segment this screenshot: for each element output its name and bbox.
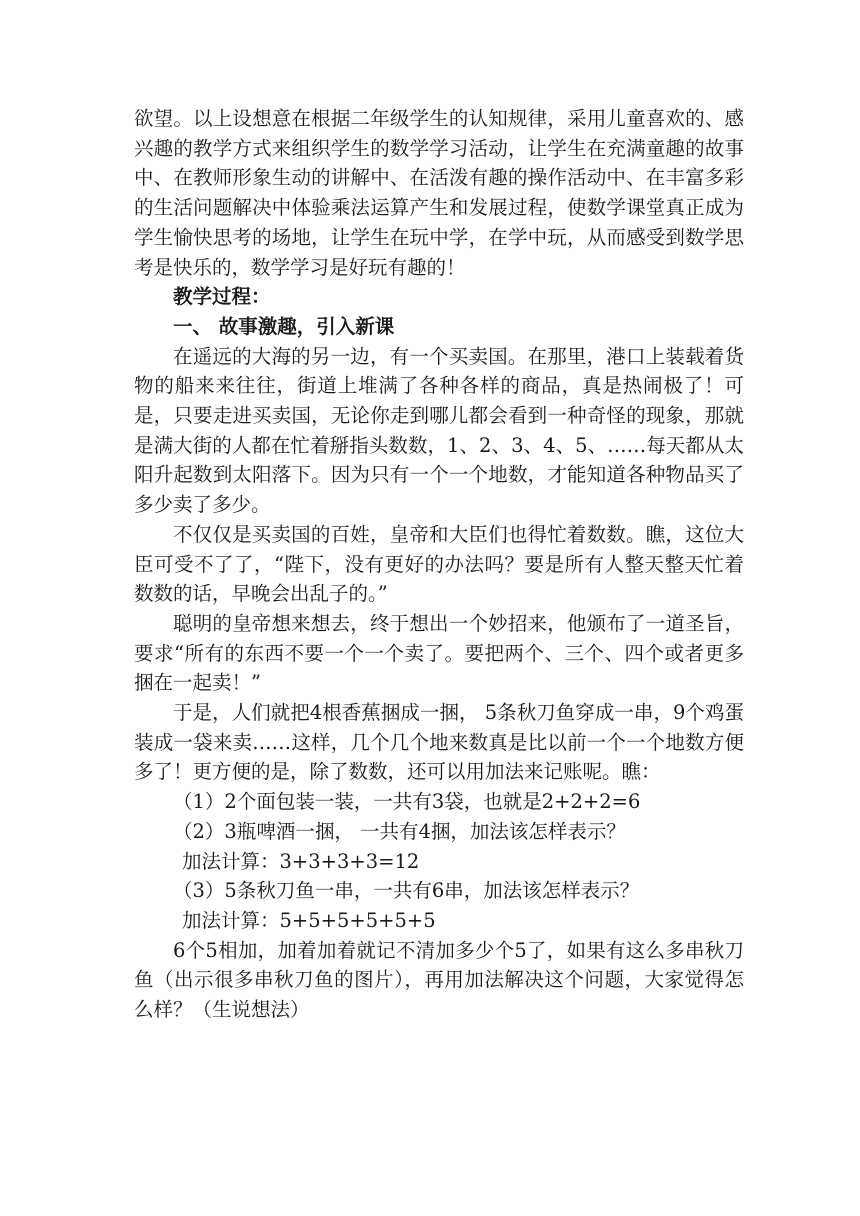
example-1: （1）2个面包装一装，一共有3袋，也就是2+2+2=6	[173, 790, 641, 814]
document-body	[134, 104, 744, 1025]
intro-paragraph: 欲望。以上设想意在根据二年级学生的认知规律，采用儿童喜欢的、感兴趣的教学方式来组织学生的数学学习活动，让学生在充满童趣的故事中、在教师形象生动的讲解中、在活泼有趣的操作活动中、在丰富多彩的生活问题解决中体验乘法运算产生和发展过程，使数学课堂真正成为学生愉快思考的场地，让学生在玩中学，在学中玩，从而感受到数学思考是快乐的，数学学习是好玩有趣的！	[134, 107, 744, 279]
example-3-calculation: 加法计算：5+5+5+5+5+5	[182, 908, 436, 932]
example-3: （3）5条秋刀鱼一串，一共有6串，加法该怎样表示？	[173, 879, 640, 903]
subsection-heading: 一、 故事激趣，引入新课	[173, 314, 395, 338]
example-2: （2）3瓶啤酒一捆， 一共有4捆，加法该怎样表示？	[173, 819, 626, 843]
example-2-calculation: 加法计算：3+3+3+3=12	[182, 849, 420, 873]
section-heading: 教学过程：	[173, 285, 271, 309]
story-paragraph-1: 在遥远的大海的另一边，有一个买卖国。在那里，港口上装载着货物的船来来往往，街道上堆满了各种各样的商品，真是热闹极了！可是，只要走进买卖国，无论你走到哪儿都会看到一种奇怪的现象，那就是满大街的人都在忙着掰指头数数，1、2、3、4、5、……每天都从太阳升起数到太阳落下。因为只有一个一个地数，才能知道各种物品买了多少卖了多少。	[134, 344, 744, 517]
story-paragraph-2: 不仅仅是买卖国的百姓，皇帝和大臣们也得忙着数数。瞧，这位大臣可受不了了，“陛下，没有更好的办法吗？要是所有人整天整天忙着数数的话，早晚会出乱子的。”	[134, 522, 744, 606]
closing-paragraph: 6个5相加，加着加着就记不清加多少个5了，如果有这么多串秋刀鱼（出示很多串秋刀鱼的图片），再用加法解决这个问题，大家觉得怎么样？（生说想法）	[134, 938, 744, 1021]
story-paragraph-4: 于是，人们就把4根香蕉捆成一捆， 5条秋刀鱼穿成一串，9个鸡蛋装成一袋来卖……这样，几个几个地来数真是比以前一个一个地数方便多了！更方便的是，除了数数，还可以用加法来记账呢。瞧：	[134, 701, 744, 784]
story-paragraph-3: 聪明的皇帝想来想去，终于想出一个妙招来，他颁布了一道圣旨，要求“所有的东西不要一个一个卖了。要把两个、三个、四个或者更多捆在一起卖！”	[134, 611, 744, 695]
